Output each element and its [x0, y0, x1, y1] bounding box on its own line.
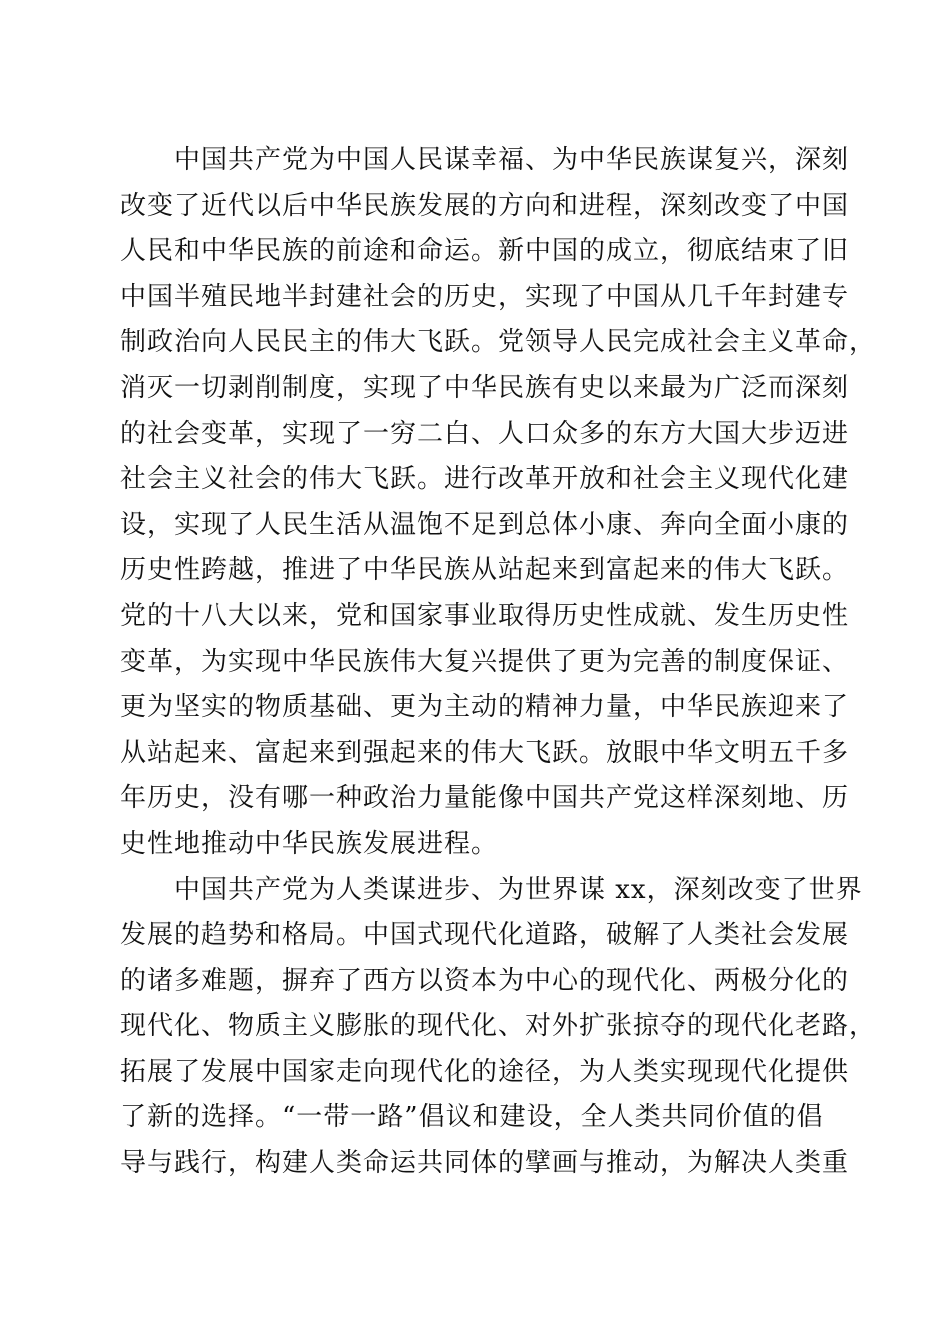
text-line: 现代化、物质主义膨胀的现代化、对外扩张掠夺的现代化老路， [120, 1011, 877, 1042]
text-line: 更为坚实的物质基础、更为主动的精神力量，中华民族迎来了 [120, 692, 850, 723]
text-line: 中国共产党为中国人民谋幸福、为中华民族谋复兴，深刻 [120, 145, 850, 175]
text-line: 人民和中华民族的前途和命运。新中国的成立，彻底结束了旧 [120, 236, 850, 267]
paragraph-2 [120, 868, 877, 1187]
text-line: 设，实现了人民生活从温饱不足到总体小康、奔向全面小康的 [120, 509, 850, 540]
text-line: 历史性跨越，推进了中华民族从站起来到富起来的伟大飞跃。 [120, 555, 850, 586]
text-line: 导与践行，构建人类命运共同体的擘画与推动，为解决人类重 [120, 1148, 850, 1179]
text-line: 消灭一切剥削制度，实现了中华民族有史以来最为广泛而深刻 [120, 372, 850, 403]
text-line: 从站起来、富起来到强起来的伟大飞跃。放眼中华文明五千多 [120, 737, 850, 768]
text-line: 党的十八大以来，党和国家事业取得历史性成就、发生历史性 [120, 600, 850, 631]
text-line: 制政治向人民民主的伟大飞跃。党领导人民完成社会主义革命， [120, 327, 877, 358]
text-line: 变革，为实现中华民族伟大复兴提供了更为完善的制度保证、 [120, 646, 850, 677]
text-line: 中国半殖民地半封建社会的历史，实现了中国从几千年封建专 [120, 281, 850, 312]
text-line: 史性地推动中华民族发展进程。 [120, 828, 499, 859]
text-line: 的诸多难题，摒弃了西方以资本为中心的现代化、两极分化的 [120, 965, 850, 996]
paragraph-1 [120, 138, 877, 868]
text-line: 中国共产党为人类谋进步、为世界谋 xx，深刻改变了世界 [120, 874, 863, 905]
text-line: 的社会变革，实现了一穷二白、人口众多的东方大国大步迈进 [120, 418, 850, 449]
text-line: 改变了近代以后中华民族发展的方向和进程，深刻改变了中国 [120, 190, 850, 221]
text-line: 了新的选择。“一带一路”倡议和建设，全人类共同价值的倡 [120, 1102, 824, 1133]
text-line: 发展的趋势和格局。中国式现代化道路，破解了人类社会发展 [120, 920, 850, 951]
text-line: 年历史，没有哪一种政治力量能像中国共产党这样深刻地、历 [120, 783, 850, 814]
text-line: 拓展了发展中国家走向现代化的途径，为人类实现现代化提供 [120, 1056, 850, 1087]
body-text [120, 138, 877, 1187]
text-line: 社会主义社会的伟大飞跃。进行改革开放和社会主义现代化建 [120, 464, 850, 495]
